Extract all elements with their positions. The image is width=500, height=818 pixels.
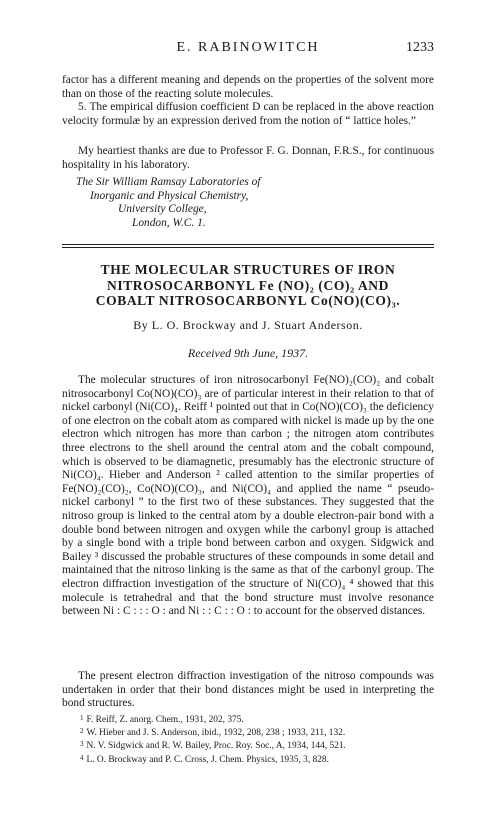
running-head: E. RABINOWITCH <box>176 40 320 55</box>
footnotes <box>80 713 434 766</box>
body-paragraph: The molecular structures of iron nitrosocarbonyl Fe(NO)₂(CO)₂ and cobalt nitrosocarbonyl Co(NO)(CO)₃ are of particular interest in their relation to that of nickel carbonyl (Ni(CO)₄. Reiff ¹ pointed out that in Co(NO)(CO)₃ the deficiency of one electron on the cobalt atom as compared with nickel is made up by the one electron which nitrogen has more than carbon ; the nitrogen atom contributes three electrons to the shell around the central atom and the cobalt compound, which is observed to be diamagnetic, presumably has the electronic structure of Ni(CO)₄. Hieber and Anderson ² called attention to the similar properties of Fe(NO)₂(CO)₂, Co(NO)(CO)₃, and Ni(CO)₄ and applied the name “ pseudo-nickel carbonyl ” to the first two of these substances. They suggested that the nitroso group is linked to the central atom by a double electron-pair bond with a double bond between nitrogen and oxygen while the carbonyl group is attached by a single bond with a triple bond between carbon and oxygen. Sidgwick and Bailey ³ discussed the probable structures of these compounds in some detail and maintained that the nitroso linking is the same as that of the carbonyl group. The electron diffraction investigation of the structure of Ni(CO)₄ ⁴ showed that this molecule is tetrahedral and that the bond structure must involve resonance between Ni : C : : : O : and Ni : : C : : O : to account for the observed distances. <box>62 374 434 618</box>
body-paragraph: The present electron diffraction investigation of the nitroso compounds was undertaken in order that their bond distances might be used in interpreting the bond structures. <box>62 670 434 710</box>
author-address <box>62 176 434 230</box>
acknowledgement <box>62 145 434 172</box>
title-line: COBALT NITROSOCARBONYL Co(NO)(CO)₃. <box>95 293 401 308</box>
page-number: 1233 <box>406 40 434 55</box>
article-title <box>62 262 434 309</box>
conclusion-item-5: 5. The empirical diffusion coefficient D can be replaced in the above reaction velocity formulæ by an expression derived from the notion of “ lattice holes.” <box>62 101 434 127</box>
title-line: THE MOLECULAR STRUCTURES OF IRON <box>100 262 396 277</box>
address-line: The Sir William Ramsay Laboratories of <box>76 176 261 188</box>
address-line: London, W.C. 1. <box>132 216 206 229</box>
footnote: $^4$ L. O. Brockway and P. C. Cross, J. Chem. Physics, 1935, 3, 828. <box>80 753 329 765</box>
previous-article-conclusion <box>62 74 434 128</box>
address-line: Inorganic and Physical Chemistry, <box>90 189 249 202</box>
acknowledgement-text: My heartiest thanks are due to Professor F. G. Donnan, F.R.S., for continuous hospitality in his laboratory. <box>62 145 434 171</box>
received-date: Received 9th June, 1937. <box>187 346 309 360</box>
address-line: University College, <box>118 203 207 216</box>
footnote: $^3$ N. V. Sidgwick and R. W. Bailey, Proc. Roy. Soc., A, 1934, 144, 521. <box>80 740 346 752</box>
article-byline: By L. O. Brockway and J. Stuart Anderson. <box>133 318 363 332</box>
footnote: $^1$ F. Reiff, Z. anorg. Chem., 1931, 202, 375. <box>80 714 244 725</box>
conclusion-paragraph: factor has a different meaning and depends on the properties of the solvent more than on those of the reacting solute molecules. <box>62 74 434 100</box>
section-divider-bottom <box>62 247 434 248</box>
title-line: NITROSOCARBONYL Fe (NO)₂ (CO)₂ AND <box>107 277 389 293</box>
page-header <box>62 40 434 58</box>
article-body-continued <box>62 670 434 711</box>
article-body <box>62 374 434 619</box>
footnote: $^2$ W. Hieber and J. S. Anderson, ibid., 1932, 208, 238 ; 1933, 211, 132. <box>80 727 346 739</box>
section-divider-top <box>62 244 434 245</box>
